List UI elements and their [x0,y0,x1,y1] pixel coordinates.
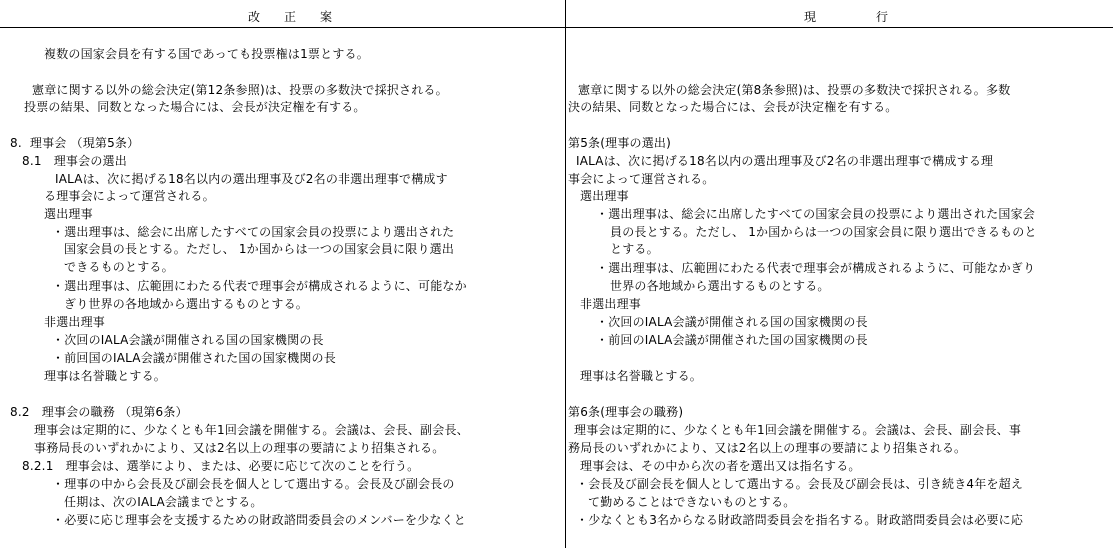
proposal-line: 任期は、次のIALA会議までとする。 [64,495,263,509]
current-column-title: 現 行 [804,10,889,24]
current-line: 選出理事 [580,189,629,203]
proposal-line: ぎり世界の各地域から選出するものとする。 [64,297,309,311]
current-line: 決の結果、同数となった場合には、会長が決定権を有する。 [568,100,898,114]
proposal-line: ・選出理事は、総会に出席したすべての国家会員の投票により選出された [52,225,455,239]
current-line: 事会によって運営される。 [568,172,715,186]
proposal-line: 8. 理事会 （現第5条） [10,136,140,150]
proposal-line: 投票の結果、同数となった場合には、会長が決定権を有する。 [24,100,366,114]
current-line: IALAは、次に掲げる18名以内の選出理事及び2名の非選出理事で構成する理 [576,154,994,168]
proposal-line: る理事会によって運営される。 [44,189,215,203]
current-line: 理事会は定期的に、少なくとも年1回会議を開催する。会議は、会長、副会長、事 [574,423,1022,437]
current-column [566,0,1113,548]
proposal-line: 事務局長のいずれかにより、又は2名以上の理事の要請により招集される。 [34,441,445,455]
current-line: ・前回のIALA会議が開催された国の国家機関の長 [596,333,868,347]
proposal-line: 選出理事 [44,207,93,221]
proposal-line: 理事会は定期的に、少なくとも年1回会議を開催する。会議は、会長、副会長、 [34,423,469,437]
current-line: 世界の各地域から選出するものとする。 [610,279,830,293]
proposal-line: 理事は名誉職とする。 [44,369,167,383]
current-line: ・選出理事は、総会に出席したすべての国家会員の投票により選出された国家会 [596,207,1035,221]
proposal-line: ・前回国のIALA会議が開催された国の国家機関の長 [52,351,336,365]
current-line: ・次回のIALA会議が開催される国の国家機関の長 [596,315,868,329]
current-line: 第5条(理事の選出) [568,136,671,150]
current-line: 非選出理事 [580,297,642,311]
current-line: とする。 [610,242,659,256]
current-line: 務局長のいずれかにより、又は2名以上の理事の要請により招集される。 [568,441,967,455]
current-line: 員の長とする。ただし、 1か国からは一つの国家会員に限り選出できるものと [610,225,1037,239]
current-line: 第6条(理事会の職務) [568,405,684,419]
proposal-line: 憲章に関する以外の総会決定(第12条参照)は、投票の多数決で採択される。 [32,83,448,97]
proposal-line: 国家会員の長とする。ただし、 1か国からは一つの国家会員に限り選出 [64,242,455,256]
current-line: 理事は名誉職とする。 [580,369,703,383]
proposal-line: ・次回のIALA会議が開催される国の国家機関の長 [52,333,324,347]
proposal-line: 8.2 理事会の職務 （現第6条） [10,405,188,419]
proposal-line: IALAは、次に掲げる18名以内の選出理事及び2名の非選出理事で構成す [55,172,448,186]
proposal-line: 8.2.1 理事会は、選挙により、または、必要に応じて次のことを行う。 [22,459,420,473]
proposal-line: できるものとする。 [64,260,174,274]
current-line: 憲章に関する以外の総会決定(第8条参照)は、投票の多数決で採択される。多数 [578,83,1011,97]
proposal-line: ・必要に応じ理事会を支援するための財政諮問委員会のメンバーを少なくと [52,513,466,527]
proposal-line: ・選出理事は、広範囲にわたる代表で理事会が構成されるように、可能なか [52,279,467,293]
current-line: ・選出理事は、広範囲にわたる代表で理事会が構成されるように、可能なかぎり [596,261,1036,275]
proposal-column-title: 改 正 案 [248,10,333,24]
proposal-line: 8.1 理事会の選出 [22,154,127,168]
current-line: ・少なくとも3名からなる財政諮問委員会を指名する。財政諮問委員会は必要に応 [576,513,1024,527]
proposal-line: 複数の国家会員を有する国であっても投票権は1票とする。 [44,47,369,61]
current-line: 理事会は、その中から次の者を選出又は指名する。 [580,459,861,473]
current-line: ・会長及び副会長を個人として選出する。会長及び副会長は、引き続き4年を超え [576,477,1024,491]
proposal-line: ・理事の中から会長及び副会長を個人として選出する。会長及び副会長の [52,477,455,491]
current-line: て勤めることはできないものとする。 [588,495,796,509]
proposal-line: 非選出理事 [44,315,106,329]
